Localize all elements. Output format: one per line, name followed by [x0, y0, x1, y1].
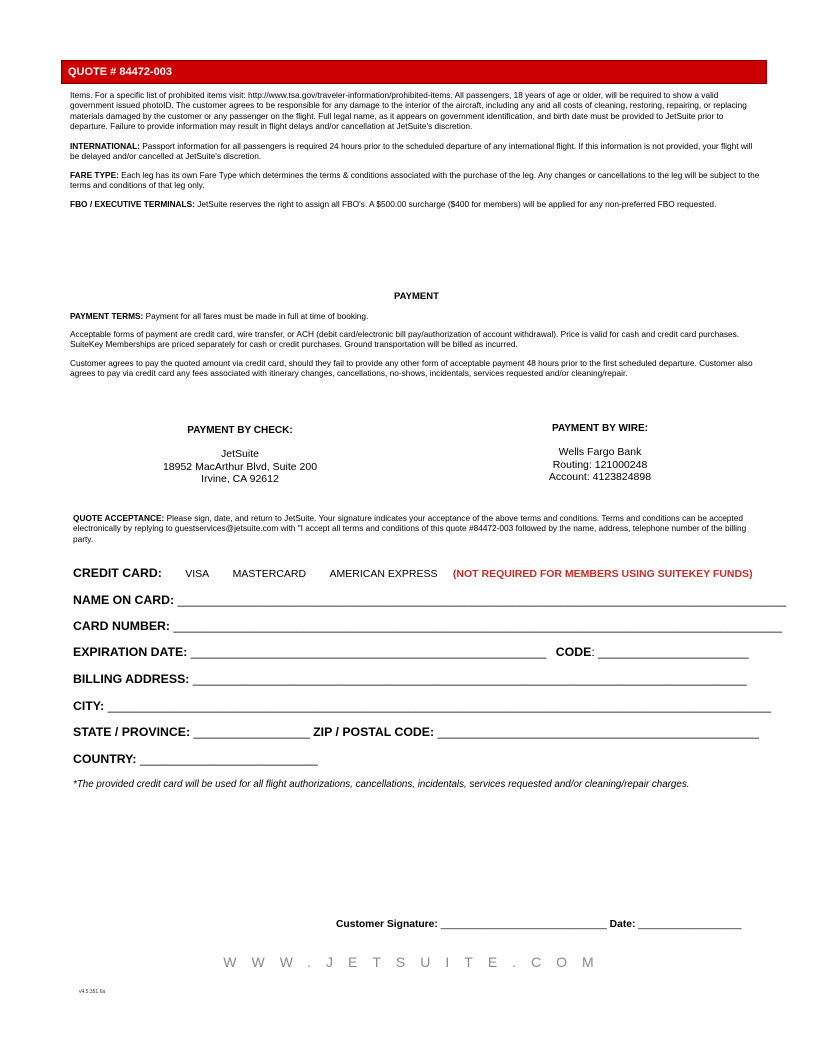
quote-header-bar	[61, 60, 767, 84]
expiration-date-field[interactable]: ____________________________________________________	[187, 645, 547, 659]
expiration-row	[73, 645, 749, 659]
date-label: Date:	[609, 919, 636, 930]
member-note: (NOT REQUIRED FOR MEMBERS USING SUITEKEY FUNDS)	[452, 568, 753, 580]
website-url: WWW.JETSUITE.COM	[223, 954, 609, 970]
card-number-label: CARD NUMBER:	[73, 619, 171, 633]
mastercard-option[interactable]: MASTERCARD	[232, 568, 307, 580]
code-field[interactable]: : ______________________	[591, 645, 749, 659]
payment-heading: PAYMENT	[394, 291, 439, 302]
check-address	[140, 448, 340, 486]
amex-option[interactable]: AMERICAN EXPRESS	[329, 568, 438, 580]
fare-type-text: Each leg has its own Fare Type which determines the terms & conditions associated with the purchase of the leg. Any changes or cancellations to the leg will be subject to the terms and conditions of that leg only.	[70, 170, 760, 191]
credit-card-label: CREDIT CARD:	[73, 566, 162, 580]
country-row	[73, 752, 318, 766]
signature-row	[336, 919, 741, 930]
zip-field[interactable]: _______________________________________________	[434, 725, 759, 739]
country-field[interactable]: __________________________	[136, 752, 318, 766]
fbo-text: JetSuite reserves the right to assign all FBO's. A $500.00 surcharge ($400 for members) will be applied for any non-preferred FBO requested.	[194, 199, 717, 209]
name-on-card-row	[73, 593, 786, 607]
wire-bank: Wells Fargo Bank	[558, 446, 642, 458]
state-zip-row	[73, 725, 759, 739]
payment-terms-label: PAYMENT TERMS:	[70, 311, 144, 321]
payment-by-wire-title: PAYMENT BY WIRE:	[552, 423, 648, 434]
payment-terms	[70, 311, 762, 321]
prohibited-items-terms: Items. For a specific list of prohibited items visit: http://www.tsa.gov/traveler-information/prohibited-items. All passengers, 18 years of age or older, will be required to show a valid government issued photoID. The customer agrees to be responsible for any damage to the interior of the aircraft, including any and all costs of cleaning, restoring, repairing, or replacing materials damaged by the customer or any passenger on the flight. Full legal name, as it appears on government identification, and birth date must be provided to JetSuite prior to departure. Failure to provide information may result in flight delays and/or cancellation at JetSuite's discretion.	[70, 90, 747, 131]
version-label: v4.5.351.6a	[79, 989, 106, 995]
date-field[interactable]: __________________	[635, 919, 742, 930]
international-terms	[70, 141, 762, 162]
quote-acceptance-label: QUOTE ACCEPTANCE:	[73, 513, 165, 523]
card-number-row	[73, 619, 782, 633]
check-street: 18952 MacArthur Blvd, Suite 200	[162, 460, 318, 473]
billing-address-field[interactable]: _________________________________________________________________________________	[189, 672, 747, 686]
wire-details	[500, 446, 700, 484]
state-province-label: STATE / PROVINCE:	[73, 725, 191, 739]
city-row	[73, 699, 771, 713]
fbo-label: FBO / EXECUTIVE TERMINALS:	[70, 199, 195, 209]
state-province-field[interactable]: _________________	[190, 725, 310, 739]
quote-number: QUOTE # 84472-003	[68, 66, 172, 78]
credit-card-footnote: *The provided credit card will be used for all flight authorizations, cancellations, incidentals, services requested and/or cleaning/repair charges.	[73, 779, 690, 790]
code-label: CODE	[555, 645, 592, 659]
payment-by-check-title: PAYMENT BY CHECK:	[187, 425, 293, 436]
quote-acceptance-text: Please sign, date, and return to JetSuite. Your signature indicates your acceptance of the above terms and conditions. Terms and conditions can be accepted electronically by replying to guestservices@jetsuite.com with "I accept all terms and conditions of this quote #84472-003 followed by the name, address, telephone number of the billing party.	[73, 513, 747, 544]
name-on-card-field[interactable]: _________________________________________________________________________________________	[174, 593, 787, 607]
check-payee: JetSuite	[221, 448, 259, 460]
country-label: COUNTRY:	[73, 752, 137, 766]
customer-agreement-text: Customer agrees to pay the quoted amount via credit card, should they fail to provide any other form of acceptable payment 48 hours prior to the first scheduled departure. Customer also agrees to pay via credit card any fees associated with itinerary changes, cancellations, no-shows, incidentals, services requested and/or cleaning/repair.	[70, 358, 753, 379]
wire-account: Account: 4123824898	[548, 471, 652, 483]
billing-address-label: BILLING ADDRESS:	[73, 672, 190, 686]
payment-terms-text: Payment for all fares must be made in full at time of booking.	[143, 311, 369, 321]
check-city: Irvine, CA 92612	[201, 473, 279, 485]
fare-type-label: FARE TYPE:	[70, 170, 119, 180]
zip-label: ZIP / POSTAL CODE:	[313, 725, 435, 739]
international-label: INTERNATIONAL:	[70, 141, 140, 151]
fbo-terms	[70, 199, 762, 209]
visa-option[interactable]: VISA	[185, 568, 210, 580]
card-number-field[interactable]: _________________________________________________________________________________________	[170, 619, 783, 633]
signature-field[interactable]: _____________________________	[437, 919, 607, 930]
signature-label: Customer Signature:	[336, 919, 438, 930]
name-on-card-label: NAME ON CARD:	[73, 593, 175, 607]
city-label: CITY:	[73, 699, 105, 713]
wire-routing: Routing: 121000248	[552, 458, 648, 471]
city-field[interactable]: _________________________________________________________________________________________________	[104, 699, 771, 713]
billing-address-row	[73, 672, 747, 686]
credit-card-row	[73, 566, 753, 580]
acceptable-payment-text: Acceptable forms of payment are credit card, wire transfer, or ACH (debit card/electronic bill pay/authorization of account withdrawal). Price is valid for cash and credit card purchases. SuiteKey Memberships are priced separately for cash or credit purchases. Ground transportation will be billed as incurred.	[70, 329, 740, 350]
fare-type-terms	[70, 170, 762, 191]
international-text: Passport information for all passengers is required 24 hours prior to the scheduled departure of any international flight. If this information is not provided, your flight will be delayed and/or cancelled at JetSuite's discretion.	[70, 141, 753, 162]
expiration-date-label: EXPIRATION DATE:	[73, 645, 188, 659]
quote-acceptance	[73, 513, 763, 544]
